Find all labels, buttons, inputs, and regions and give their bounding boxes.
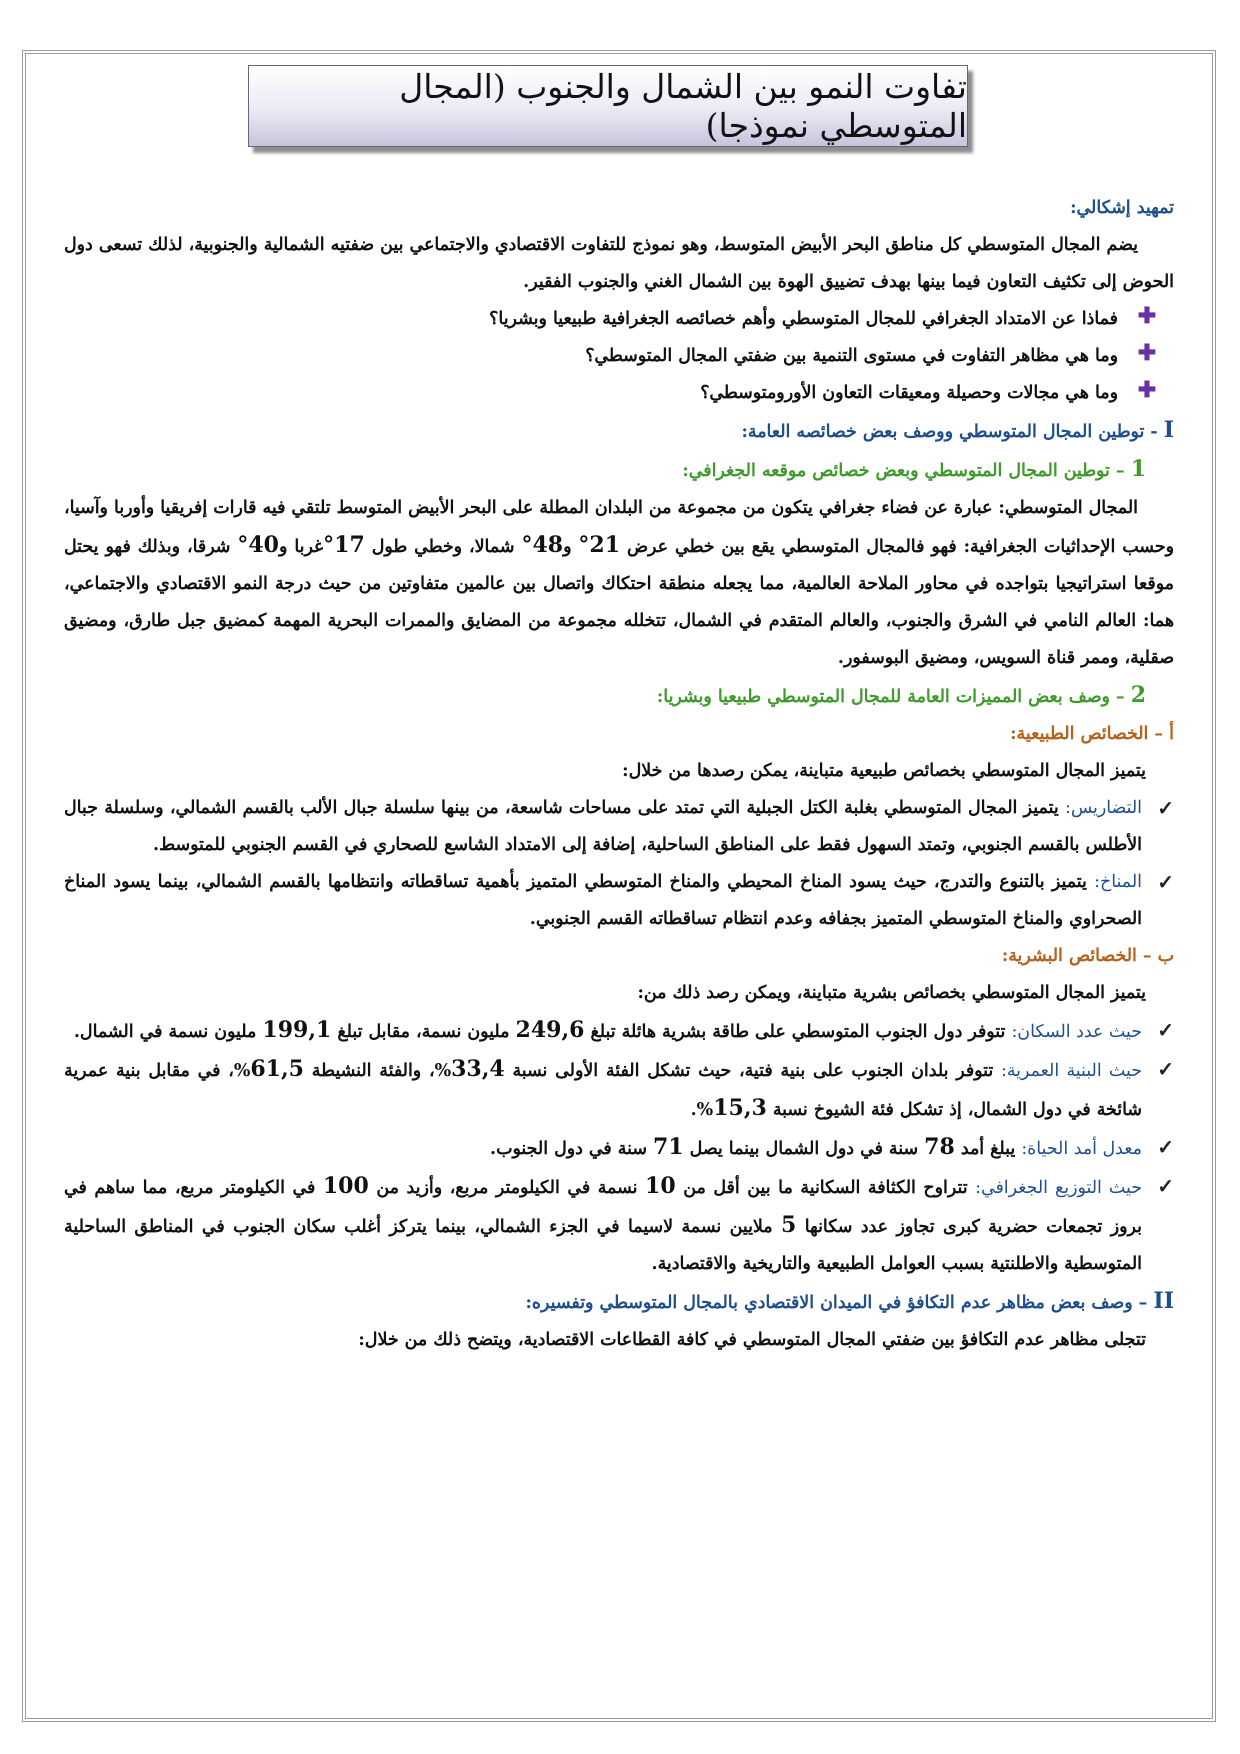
bullet-cross-icon: ✚ — [1137, 303, 1157, 329]
life-expectancy-item — [64, 1129, 1174, 1168]
value-young-share: 33,4 — [451, 1056, 505, 1082]
age-structure-item — [64, 1051, 1174, 1129]
item-label: حيث البنية العمرية: — [1001, 1061, 1142, 1081]
text-run: ملايين نسمة لاسيما في الجزء الشمالي، بينما يتركز أغلب سكان الجنوب في المناطق الساحلية المتوسطية والاطلنتية بسبب العوامل الطبيعية والتاريخية والاقتصادية. — [64, 1217, 1142, 1274]
value-population-south: 249,6 — [515, 1017, 585, 1043]
question-text: وما هي مظاهر التفاوت في مستوى التنمية بين ضفتي المجال المتوسطي؟ — [585, 346, 1118, 366]
text-run: يبلغ أمد — [954, 1139, 1022, 1159]
text-run: شرقا، وبذلك فهو يحتل موقعا استراتيجيا بتواجده في محاور الملاحة العالمية، مما يجعله منطقة احتكاك واتصال بين عالمين متفاوتين من حيث درجة النمو الاقتصادي والاجتماعي، هما: العالم النامي في الشرق والجنوب، والعالم المتقدم في الشمال، تتخلله مجموعة من المضايق والممرات البحرية المهمة كمضيق جبل طارق، ومضيق صقلية، وممر قناة السويس، ومضيق البوسفور. — [64, 537, 1174, 668]
text-run: نسمة في الكيلومتر مربع، وأزيد من — [368, 1178, 646, 1198]
value-density-min: 10 — [645, 1173, 676, 1199]
page-title-box — [248, 65, 968, 147]
text-run: تتراوح الكثافة السكانية ما بين أقل من — [675, 1178, 976, 1198]
question-text: فماذا عن الامتداد الجغرافي للمجال المتوسطي وأهم خصائصه الجغرافية طبيعيا وبشريا؟ — [489, 309, 1118, 329]
question-3 — [64, 375, 1160, 412]
page-title: تفاوت النمو بين الشمال والجنوب (المجال المتوسطي نموذجا) — [399, 67, 967, 145]
item-label: حيث التوزيع الجغرافي: — [975, 1178, 1142, 1198]
intro-paragraph: يضم المجال المتوسطي كل مناطق البحر الأبيض المتوسط، وهو نموذج للتفاوت الاقتصادي والاجتماعي بين ضفتيه الشمالية والجنوبية، لذلك تسعى دول الحوض إلى تكثيف التعاون فيما بينها بهدف تضييق الهوة بين الشمال الغني والجنوب الفقير. — [64, 235, 1174, 292]
distribution-item — [64, 1168, 1174, 1283]
text-run: و — [563, 537, 579, 557]
text-run: غربا و — [278, 537, 324, 557]
checkmark-icon: ✓ — [1157, 796, 1174, 820]
item-label: المناخ: — [1094, 872, 1142, 892]
value-latitude-1: 21° — [578, 532, 621, 558]
climate-item — [64, 864, 1174, 938]
relief-item — [64, 790, 1174, 864]
value-density-max: 100 — [322, 1173, 369, 1199]
value-elderly-share: 15,3 — [713, 1095, 767, 1121]
section-number: I — [1163, 417, 1174, 443]
location-paragraph — [64, 490, 1174, 677]
text-run: تتوفر دول الجنوب المتوسطي على طاقة بشرية هائلة تبلغ — [584, 1022, 1012, 1042]
bullet-cross-icon: ✚ — [1137, 377, 1157, 403]
value-life-north: 78 — [924, 1134, 955, 1160]
text-run: شمالا، وخطي طول — [364, 537, 522, 557]
subsection-number: 1 — [1130, 456, 1146, 482]
natural-features-intro: يتميز المجال المتوسطي بخصائص طبيعية متباينة، يمكن رصدها من خلال: — [622, 761, 1146, 781]
item-label: التضاريس: — [1064, 798, 1142, 818]
question-1 — [64, 301, 1160, 338]
section-title: – وصف بعض مظاهر عدم التكافؤ في الميدان الاقتصادي بالمجال المتوسطي وتفسيره: — [525, 1293, 1154, 1313]
value-population-north: 199,1 — [262, 1017, 332, 1043]
question-2 — [64, 338, 1160, 375]
subsection-title: – وصف بعض المميزات العامة للمجال المتوسطي طبيعيا وبشريا: — [656, 687, 1131, 707]
natural-features-heading: أ – الخصائص الطبيعية: — [1010, 724, 1174, 744]
text-run: مليون نسمة، مقابل تبلغ — [331, 1022, 516, 1042]
checkmark-icon: ✓ — [1157, 1174, 1174, 1198]
document-body — [64, 190, 1174, 1359]
human-features-intro: يتميز المجال المتوسطي بخصائص بشرية متباينة، ويمكن رصد ذلك من: — [637, 983, 1146, 1003]
value-longitude-2: 40° — [237, 532, 279, 558]
bullet-cross-icon: ✚ — [1137, 340, 1157, 366]
checkmark-icon: ✓ — [1157, 870, 1174, 894]
checkmark-icon: ✓ — [1157, 1057, 1174, 1081]
text-run: سنة في دول الجنوب. — [490, 1139, 653, 1159]
item-label: معدل أمد الحياة: — [1021, 1139, 1142, 1159]
value-urban-millions: 5 — [781, 1212, 797, 1238]
value-active-share: 61,5 — [250, 1056, 304, 1082]
text-run: %. — [690, 1100, 714, 1120]
value-latitude-2: 48° — [521, 532, 564, 558]
item-text: يتميز بالتنوع والتدرج، حيث يسود المناخ المحيطي والمناخ المتوسطي المتميز بأهمية تساقطاته وانتظامها بالقسم الشمالي، بينما يسود المناخ الصحراوي والمناخ المتوسطي المتميز بجفافه وعدم انتظام تساقطاته القسم الجنوبي. — [64, 872, 1142, 929]
text-run: سنة في دول الشمال بينما يصل — [683, 1139, 925, 1159]
text-run: %، في مقابل بنية عمرية شائخة في دول الشمال، إذ تشكل فئة الشيوخ نسبة — [64, 1061, 1142, 1120]
population-item — [64, 1012, 1174, 1051]
section-title: - توطين المجال المتوسطي ووصف بعض خصائصه العامة: — [741, 422, 1164, 442]
subsection-2-heading — [64, 677, 1146, 716]
checkmark-icon: ✓ — [1157, 1018, 1174, 1042]
text-run: تتوفر بلدان الجنوب على بنية فتية، حيث تشكل الفئة الأولى نسبة — [504, 1061, 1001, 1081]
question-text: وما هي مجالات وحصيلة ومعيقات التعاون الأورومتوسطي؟ — [700, 383, 1118, 403]
subsection-1-heading — [64, 451, 1146, 490]
section-number: II — [1153, 1288, 1174, 1314]
value-life-south: 71 — [652, 1134, 684, 1160]
item-text: يتميز المجال المتوسطي بغلبة الكتل الجبلية التي تمتد على مساحات شاسعة، من بينها سلسلة جبال الألب بالقسم الشمالي، وسلسلة جبال الأطلس بالقسم الجنوبي، وتمتد السهول فقط على المناطق الساحلية، إضافة إلى الامتداد الشاسع للصحاري في القسم الجنوبي للمتوسط. — [64, 798, 1142, 855]
section-1-heading — [64, 412, 1174, 451]
text-run: مليون نسمة في الشمال. — [73, 1022, 263, 1042]
section-2-intro: تتجلى مظاهر عدم التكافؤ بين ضفتي المجال المتوسطي في كافة القطاعات الاقتصادية، ويتضح ذلك من خلال: — [358, 1330, 1146, 1350]
text-run: المجال المتوسطي: عبارة عن فضاء جغرافي يتكون من مجموعة من البلدان المطلة على البحر الأبيض المتوسط تلتقي فيه قارات إفريقيا وأوربا وآسيا، وحسب الإحداثيات الجغرافية: فهو فالمجال المتوسطي يقع بين خطي عرض — [64, 498, 1174, 557]
checkmark-icon: ✓ — [1157, 1135, 1174, 1159]
subsection-number: 2 — [1130, 682, 1146, 708]
value-longitude-1: 17° — [323, 532, 365, 558]
intro-heading: تمهيد إشكالي: — [1070, 198, 1174, 218]
item-label: حيث عدد السكان: — [1011, 1022, 1142, 1042]
text-run: %، والفئة النشيطة — [303, 1061, 452, 1081]
human-features-heading: ب – الخصائص البشرية: — [1001, 946, 1174, 966]
subsection-title: – توطين المجال المتوسطي وبعض خصائص موقعه الجغرافي: — [682, 461, 1131, 481]
text-run: في الكيلومتر مربع، مما ساهم في بروز تجمعات حضرية كبرى تجاوز عدد سكانها — [64, 1178, 1142, 1237]
section-2-heading — [64, 1283, 1174, 1322]
